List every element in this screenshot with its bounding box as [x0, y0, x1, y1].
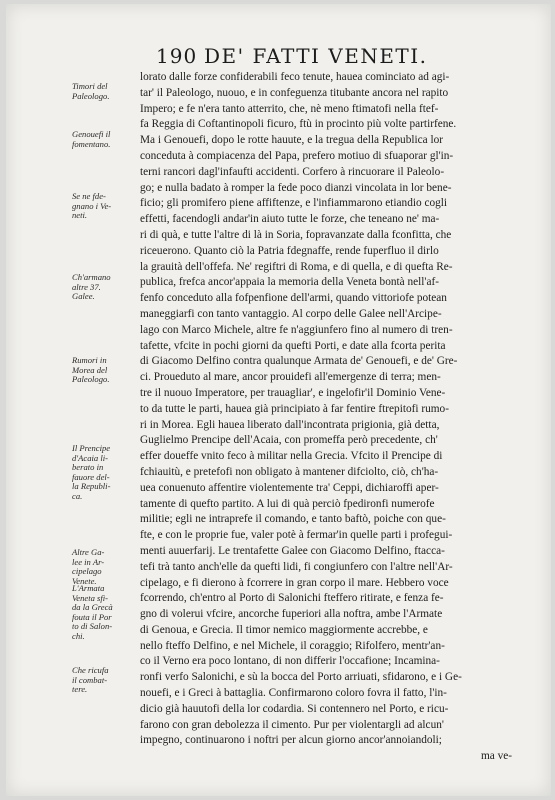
text-line: dicio già hauutofi della lor codardia. Si contennero nel Porto, e ricu-: [140, 702, 449, 715]
margin-note-line: ca.: [72, 490, 83, 501]
running-title: DE' FATTI VENETI.: [204, 44, 428, 68]
margin-note-line: Il Prencipe: [72, 443, 111, 453]
margin-note-line: to di Salon-: [72, 621, 113, 632]
margin-note-line: d'Acaia li-: [72, 452, 108, 463]
text-line: effer doueffe vnito feco à militar nella Grecia. Vfcito il Prencipe di: [140, 450, 443, 463]
margin-note-line: Altre Ga-: [72, 547, 105, 557]
margin-note-line: Paleologo.: [72, 374, 110, 385]
text-line: gno di volerui vfcire, ancorche fuperiori alla noftra, ambe l'Armate: [140, 608, 443, 621]
margin-note: [72, 192, 140, 221]
text-line: di Genoua, e Grecia. Il timor nemico maggiormente accrebbe, e: [140, 623, 428, 636]
margin-note-line: fomentano.: [72, 138, 111, 149]
text-line: go; e nulla badato à romper la fede poco dianzi vincolata in lor bene-: [140, 181, 452, 194]
page-header: [156, 44, 456, 70]
text-line: farono con gran debolezza il cimento. Pur per violentargli ad alcun': [140, 718, 444, 731]
text-line: ronfi verfo Salonichi, e sù la bocca del Porto arriuati, sfidarono, e i Ge-: [140, 671, 462, 684]
text-line: co il Verno era poco lontano, di non differir l'occafione; Incamina-: [140, 655, 440, 668]
page-number: 190: [156, 44, 198, 68]
margin-note-line: la Republi-: [72, 481, 111, 492]
margin-note-line: berato in: [72, 462, 104, 473]
text-line: cipelago, e fi dierono à fcorrere in gran corpo il mare. Hebbero voce: [140, 576, 449, 589]
text-line: la grauità dell'offefa. Ne' regiftri di Roma, e di quella, e di quefta Re-: [140, 260, 453, 273]
text-line: ci. Proueduto al mare, ancor prouidefi all'emergenze di terra; men-: [140, 371, 441, 384]
margin-note-line: Venete.: [72, 575, 97, 586]
margin-note: [72, 548, 140, 586]
text-line: tefi trà tanto anch'elle da quefti lidi, fi congiunfero con l'altre nell'Ar-: [140, 560, 453, 573]
text-line: nello fteffo Delfino, e nel Michele, il coraggio; Rifolfero, mentr'an-: [140, 639, 445, 652]
text-line: nouefi, e i Greci à battaglia. Confirmarono coloro fovra il fatto, l'in-: [140, 687, 447, 700]
text-line: menti auuerfarij. Le trentafette Galee con Giacomo Delfino, ftacca-: [140, 544, 445, 557]
text-line: to da tutte le parti, hauea già principiato à far fentire ftrepitofi rumo-: [140, 402, 449, 415]
text-line: tafette, vfcite in pochi giorni da quefti Porti, e date alla fcorta perita: [140, 339, 446, 352]
margin-note-line: Paleologo.: [72, 90, 110, 101]
text-line: riceuerono. Quanto ciò la Patria fdegnaffe, rende fuperfluo il dirlo: [140, 244, 439, 257]
text-line: publica, frefca ancor'appaia la memoria della Veneta bontà nell'af-: [140, 276, 439, 289]
margin-note: [72, 444, 140, 502]
text-line: fcorrendo, ch'entro al Porto di Salonichi fteffero ritirate, e fenza fe-: [140, 592, 444, 605]
text-line: tar' il Paleologo, nuouo, e in confeguenza titubante ancora nel rapito: [140, 86, 449, 99]
margin-note-line: da la Grecà: [72, 602, 113, 613]
text-line: ficio; gli promifero piene affiftenze, e l'infiammarono etiandio cogli: [140, 197, 448, 210]
margin-note-line: fauore del-: [72, 471, 110, 482]
margin-note-line: Veneta sfi-: [72, 592, 109, 603]
margin-note-line: tere.: [72, 684, 88, 695]
margin-note-line: L'Armata: [72, 583, 105, 593]
margin-note: [72, 82, 140, 101]
text-line: tre il nuouo Imperatore, per trauagliar', e ingelofir'il Dominio Vene-: [140, 386, 446, 399]
margin-note-line: gnano i Ve-: [72, 200, 112, 211]
text-line: uea conuenuto affentire violentemente tra' Ceppi, dichiaroffi aper-: [140, 481, 439, 494]
text-line: di Giacomo Delfino contra qualunque Armata de' Genouefi, e de' Gre-: [140, 355, 458, 368]
text-line: maneggiarfi con tanto vantaggio. Al corpo delle Galee nell'Arcipe-: [140, 307, 442, 320]
margin-note-line: chi.: [72, 630, 85, 641]
main-text: [140, 70, 512, 765]
margin-note-line: neti.: [72, 210, 88, 221]
margin-note-line: fouta il Por: [72, 611, 112, 622]
margin-note-line: Se ne fde-: [72, 191, 106, 201]
text-line: impegno, continuarono i noftri per alcun giorno ancor'annoiandoli;: [140, 734, 442, 747]
text-line: lago con Marco Michele, altre fe n'aggiunfero fino al numero di tren-: [140, 323, 453, 336]
text-line: fte, e con le proprie fue, valer potè à fermar'in quelle parti i profegui-: [140, 529, 453, 542]
margin-note-line: Morea del: [72, 364, 108, 375]
text-line: ri di quà, e tutte l'altre di là in Soria, fopravanzate dalla fconfitta, che: [140, 228, 452, 241]
margin-note: [72, 130, 140, 149]
margin-note: [72, 356, 140, 385]
margin-note-line: altre 37.: [72, 281, 101, 292]
margin-note-line: Ch'armano: [72, 272, 111, 282]
text-line: Guglielmo Prencipe dell'Acaia, con promeffa però precedente, ch': [140, 434, 438, 447]
margin-note: [72, 584, 140, 642]
text-line: fa Reggia di Coftantinopoli ficuro, ftù in procinto più volte partirfene.: [140, 118, 457, 131]
text-line: militie; egli ne intraprefe il comando, e tanto baftò, poiche con que-: [140, 513, 446, 526]
book-page: [6, 4, 551, 796]
text-line: tamente di quefto partito. A lui di quà perciò fpedironfi numerofe: [140, 497, 435, 510]
margin-note-line: Timori del: [72, 81, 108, 91]
text-line: Ma i Genouefi, dopo le rotte hauute, e la tregua della Republica lor: [140, 134, 444, 147]
text-line: effetti, facendogli andar'in aiuto tutte le forze, che teneano ne' ma-: [140, 213, 440, 226]
margin-note-line: Che ricufa: [72, 665, 109, 675]
text-line: Impero; e fe n'era tanto atterrito, che, nè meno ftimatofi nella ftef-: [140, 102, 439, 115]
margin-note: [72, 273, 140, 302]
margin-note-line: cipelago: [72, 566, 102, 577]
margin-note: [72, 666, 140, 695]
text-line: lorato dalle forze confiderabili feco tenute, hauea cominciato ad agi-: [140, 71, 450, 83]
text-line: ma ve-: [480, 750, 512, 763]
text-line: fenfo conceduto alla fofpenfione dell'armi, quando vittoriofe potean: [140, 292, 447, 305]
margin-note-line: Galee.: [72, 291, 95, 302]
margin-note-line: il combat-: [72, 674, 108, 685]
margin-note-line: Genouefi il: [72, 129, 111, 139]
text-line: terni rancori dagl'infaufti accidenti. Corfero à rincuorare il Paleolo-: [140, 165, 445, 178]
margin-note-line: Rumori in: [72, 355, 107, 365]
text-line: fchiauitù, e pretefofi non obligato à mantener difciolto, ciò, ch'ha-: [140, 465, 439, 478]
text-line: conceduta à compiacenza del Papa, prefero motiuo di sfuaporar gl'in-: [140, 149, 454, 162]
text-line: ri in Morea. Egli hauea liberato dall'incontrata prigionia, già detta,: [140, 418, 440, 431]
margin-note-line: lee in Ar-: [72, 556, 105, 567]
